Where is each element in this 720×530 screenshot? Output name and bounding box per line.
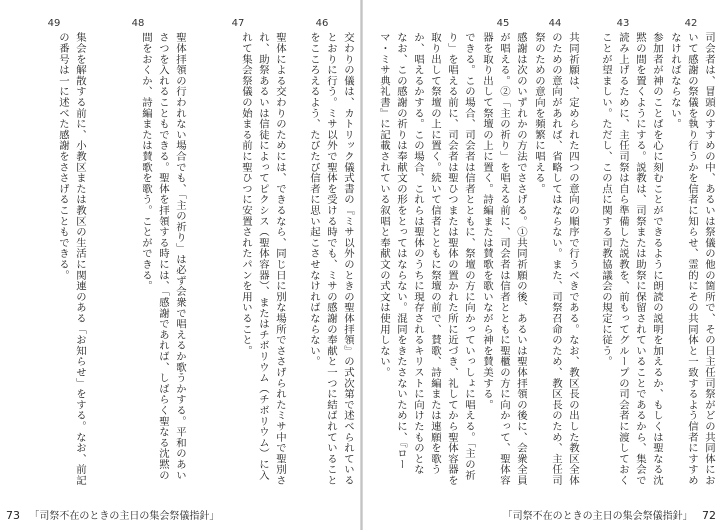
paragraph-text: 共同祈願は、定められた四つの意向の順序で行うべきである。なお、教区長の出した教区全体のための意向があれば、省略してはならない。また、司祭召命のため、教区長のため、主任司祭のための意向を頻繁に唱える。: [533, 32, 579, 486]
paragraph-42: [665, 18, 717, 490]
paragraph-48: [88, 18, 188, 490]
paragraph-text: 参加者が神のことばを心に刻むことができるように朗読の説明を加えるか、もしくは聖なる沈黙の間を置くようにする。説教は、司祭または助祭に保留されていることであるから、集会で読み上げるために、主任司祭は自ら準備した説教を、前もってグループの司会者に渡しておくことが望ましい。ただし、この点に関する司教協議会の規定に従う。: [600, 32, 663, 486]
paragraph-number: 45: [496, 18, 510, 29]
paragraph-43: [581, 18, 665, 490]
left-page-text: [4, 18, 356, 492]
page-number: 73: [6, 509, 20, 522]
paragraph-text: 司会者は、冒頭のすすめの中、あるいは祭儀の他の箇所で、その日主任司祭がどの共同体において感謝の祭儀を執り行うかを信者に知らせ、霊的にその共同体と一致するよう信者にすすめなければならない。: [669, 32, 715, 486]
left-page-footer: [6, 508, 219, 524]
paragraph-45: [477, 18, 529, 490]
paragraph-number: 49: [47, 18, 61, 29]
paragraph-number: 48: [131, 18, 145, 29]
paragraph-number: 47: [231, 18, 245, 29]
paragraph-text: 交わりの儀は、カトリック儀式書の『ミサ以外のときの聖体拝領』の式次第で述べられているとおりに行う。ミサ以外で聖体を受ける時でも、ミサの感謝の奉献と一つに結ばれていることをこころえるよう、たびたび信者に思い起こさせなければならない。: [308, 32, 354, 486]
paragraph-47: [188, 18, 288, 490]
right-page-footer: [503, 508, 716, 524]
paragraph-number: 43: [616, 18, 630, 29]
paragraph-text: 集会を解散する前に、小教区または教区の生活に関連のある「お知らせ」をする。なお、前記の番号は一に述べた感謝をささげることもできる。: [57, 32, 86, 486]
paragraph-text: 感謝は次のいずれかの方法でささげる。①共同祈願の後、あるいは聖体拝領の後に、会衆全員が唱える。②「主の祈り」を唱える前に、司会者は信者とともに聖櫃の方に向かって、聖体容器を取り出して祭壇の上に置く。詩編または賛歌を歌いながら神を賛美する。: [481, 32, 527, 486]
paragraph-text: 聖体拝領の行われない場合でも、「主の祈り」は必ず会衆で唱えるか歌うかする。平和のあいさつを入れることもできる。聖体を拝領する時には、「感謝であれば、しばらく聖なる沈黙の間をおくか、詩編または賛歌を歌う。ことができる。: [140, 32, 186, 481]
book-title: 「司祭不在のときの主日の集会祭儀指針」: [29, 511, 220, 522]
paragraph-number: 44: [548, 18, 562, 29]
paragraph-number: 42: [684, 18, 698, 29]
book-title: 「司祭不在のときの主日の集会祭儀指針」: [502, 511, 693, 522]
paragraph-49: [20, 18, 88, 490]
paragraph-46: [288, 18, 356, 490]
right-page-text: [371, 18, 717, 492]
paragraph-44: [529, 18, 581, 490]
paragraph-text: できる。この場合、司会者は信者とともに、祭壇の方に向かっていっしょに唱える。「主の祈り」を唱える前に、司会者は聖ひつまたは聖体の置かれた所に近づき、礼してから聖体容器を取り出して祭壇の上に置く。続いて信者とともに祭壇の前で、賛歌、詩編または連願を歌うか、唱えるかする。この場合、これらは聖体のうちに現存されるキリストに向けたものとな: [412, 32, 475, 486]
paragraph-text: なお、この感謝の祈りは奉献文の形をとってはならない。混同をきたさないために、『ローマ・ミサ典礼書』に記載されている叙唱と奉献文の式文は使用しない。: [378, 32, 407, 470]
paragraph-45-continued: [409, 18, 477, 490]
page-number: 72: [702, 509, 716, 522]
right-page: [363, 0, 720, 530]
paragraph-45-end: [375, 18, 409, 490]
paragraph-number: 46: [315, 18, 329, 29]
paragraph-text: 聖体による交わりのためには、できるなら、同じ日に別な場所でささげられたミサ中で聖別され、助祭あるいは信徒によってピクシス（聖体容器）、またはチボリウム（チボリウム）に入れて集会祭儀の始まる前に聖ひつに安置されたパンを用いること。: [240, 32, 286, 486]
